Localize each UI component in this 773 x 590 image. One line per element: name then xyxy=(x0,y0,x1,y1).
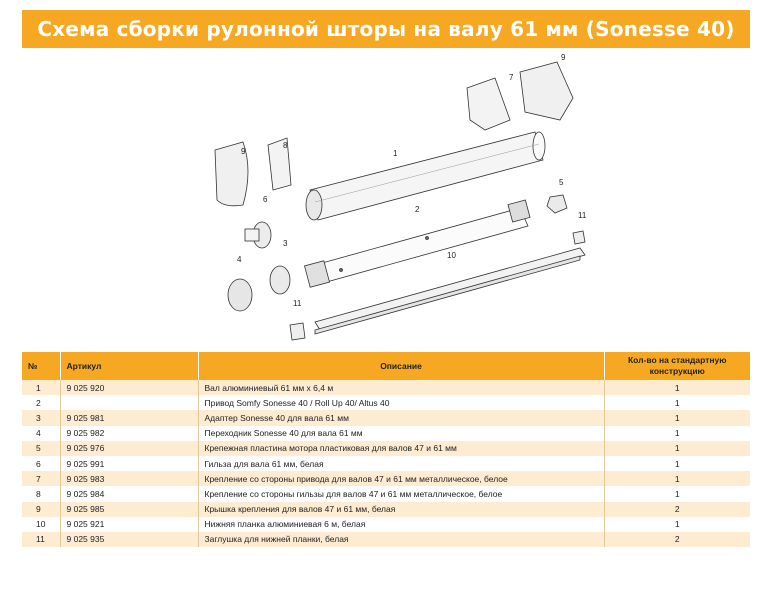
cell-qty: 1 xyxy=(604,410,750,425)
cell-num: 5 xyxy=(22,441,60,456)
cell-qty: 1 xyxy=(604,456,750,471)
cell-description: Крепежная пластина мотора пластиковая для валов 47 и 61 мм xyxy=(198,441,604,456)
cell-qty: 1 xyxy=(604,486,750,501)
part-bracket-left xyxy=(268,138,291,190)
callout-7: 7 xyxy=(509,73,514,82)
cell-num: 1 xyxy=(22,380,60,395)
cell-description: Вал алюминиевый 61 мм х 6,4 м xyxy=(198,380,604,395)
part-bracket-right xyxy=(467,78,510,130)
callout-9-left: 9 xyxy=(241,147,246,156)
part-reducer xyxy=(228,279,252,311)
table-row xyxy=(22,532,750,547)
cell-qty: 1 xyxy=(604,395,750,410)
cell-article: 9 025 935 xyxy=(60,532,198,547)
callout-11-left: 11 xyxy=(293,299,302,308)
table-row xyxy=(22,471,750,486)
part-cover-right xyxy=(520,62,573,120)
cell-num: 6 xyxy=(22,456,60,471)
header-description: Описание xyxy=(198,352,604,380)
cell-article: 9 025 921 xyxy=(60,517,198,532)
cell-num: 7 xyxy=(22,471,60,486)
cell-article: 9 025 982 xyxy=(60,426,198,441)
cell-description: Переходник Sonesse 40 для вала 61 мм xyxy=(198,426,604,441)
callout-2: 2 xyxy=(415,205,420,214)
cell-num: 9 xyxy=(22,502,60,517)
table-row xyxy=(22,395,750,410)
cell-description: Заглушка для нижней планки, белая xyxy=(198,532,604,547)
cell-article: 9 025 920 xyxy=(60,380,198,395)
cell-article: 9 025 984 xyxy=(60,486,198,501)
part-end-cap-left xyxy=(290,323,305,340)
callout-4: 4 xyxy=(237,255,242,264)
cell-qty: 2 xyxy=(604,502,750,517)
assembly-drawing xyxy=(195,50,615,350)
cell-num: 3 xyxy=(22,410,60,425)
table-row xyxy=(22,426,750,441)
cell-num: 2 xyxy=(22,395,60,410)
cell-article: 9 025 981 xyxy=(60,410,198,425)
cell-num: 10 xyxy=(22,517,60,532)
cell-qty: 2 xyxy=(604,532,750,547)
table-row xyxy=(22,502,750,517)
callout-8: 8 xyxy=(283,141,288,150)
table-header xyxy=(22,352,750,380)
callout-6: 6 xyxy=(263,195,268,204)
page-title: Схема сборки рулонной шторы на валу 61 мм (Sonesse 40) xyxy=(22,10,750,48)
callout-9-right: 9 xyxy=(561,53,566,62)
cell-description: Гильза для вала 61 мм, белая xyxy=(198,456,604,471)
callout-11-right: 11 xyxy=(578,211,587,220)
part-adapter xyxy=(270,266,290,294)
cell-description: Нижняя планка алюминиевая 6 м, белая xyxy=(198,517,604,532)
table-row xyxy=(22,441,750,456)
part-mount-plate xyxy=(547,195,567,213)
callout-5: 5 xyxy=(559,178,564,187)
cell-description: Крышка крепления для валов 47 и 61 мм, белая xyxy=(198,502,604,517)
parts-table xyxy=(22,352,750,547)
cell-article: 9 025 985 xyxy=(60,502,198,517)
table-row xyxy=(22,380,750,395)
cell-article: 9 025 991 xyxy=(60,456,198,471)
cell-article: 9 025 976 xyxy=(60,441,198,456)
assembly-diagram xyxy=(195,50,615,350)
cell-qty: 1 xyxy=(604,380,750,395)
cell-num: 4 xyxy=(22,426,60,441)
cell-article xyxy=(60,395,198,410)
cell-description: Привод Somfy Sonesse 40 / Roll Up 40/ Altus 40 xyxy=(198,395,604,410)
cell-qty: 1 xyxy=(604,517,750,532)
callout-10: 10 xyxy=(447,251,456,260)
table-row xyxy=(22,456,750,471)
cell-description: Адаптер Sonesse 40 для вала 61 мм xyxy=(198,410,604,425)
callout-1: 1 xyxy=(393,149,398,158)
cell-description: Крепление со стороны привода для валов 47 и 61 мм металлическое, белое xyxy=(198,471,604,486)
table-row xyxy=(22,486,750,501)
table-row xyxy=(22,410,750,425)
cell-qty: 1 xyxy=(604,471,750,486)
header-num: № xyxy=(22,352,60,380)
cell-qty: 1 xyxy=(604,441,750,456)
part-end-cap-right xyxy=(573,231,585,244)
callout-3: 3 xyxy=(283,239,288,248)
cell-qty: 1 xyxy=(604,426,750,441)
cell-description: Крепление со стороны гильзы для валов 47 и 61 мм металлическое, белое xyxy=(198,486,604,501)
part-sleeve xyxy=(245,222,271,248)
cell-article: 9 025 983 xyxy=(60,471,198,486)
header-article: Артикул xyxy=(60,352,198,380)
cell-num: 11 xyxy=(22,532,60,547)
cell-num: 8 xyxy=(22,486,60,501)
table-row xyxy=(22,517,750,532)
header-qty: Кол-во на стандартную конструкцию xyxy=(604,352,750,380)
